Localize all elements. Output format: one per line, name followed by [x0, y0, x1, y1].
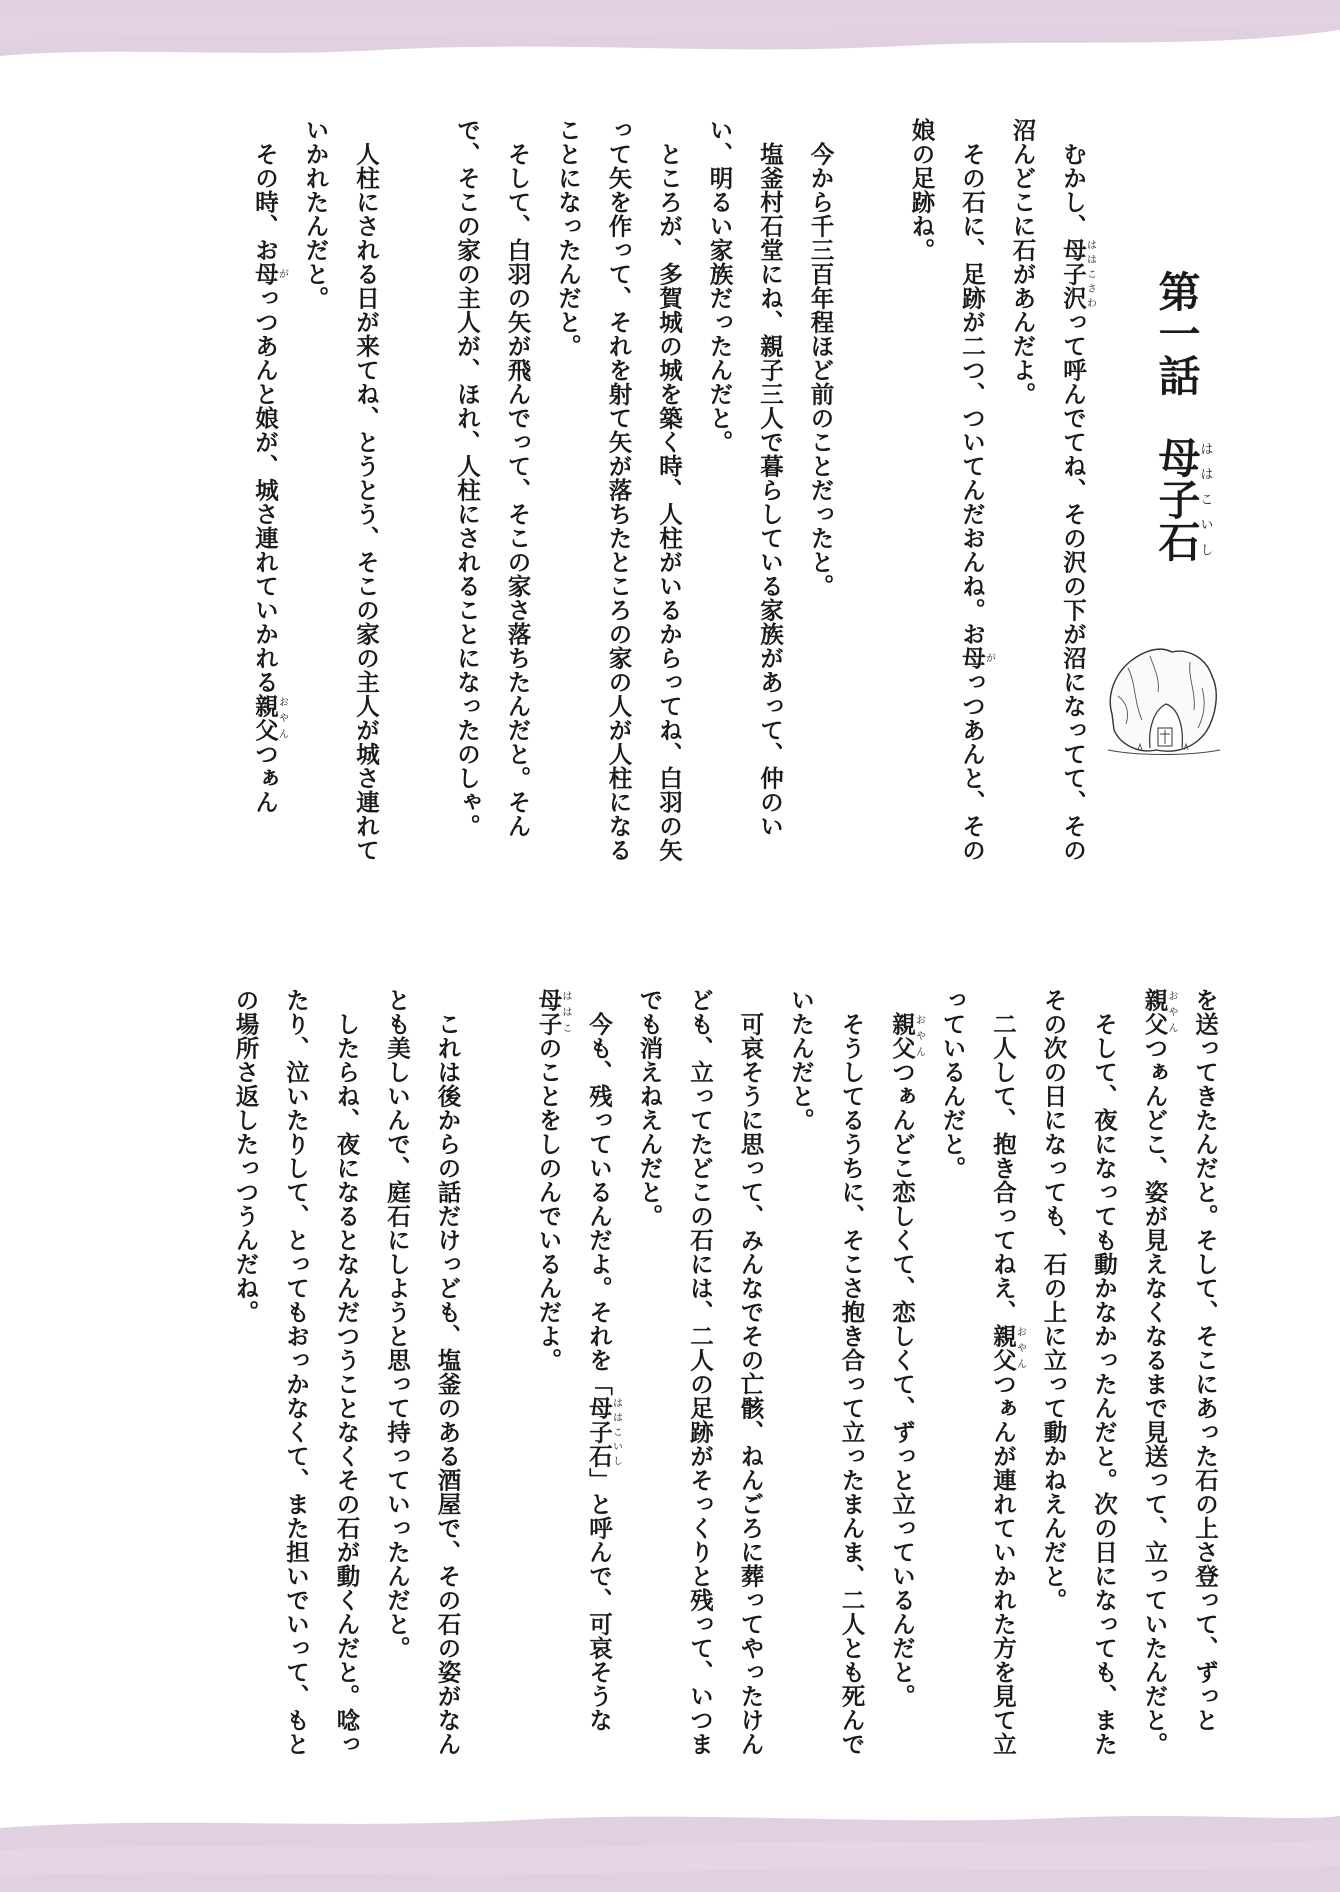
ruby-word: 親父おやん — [251, 693, 288, 742]
top-brush-stroke — [0, 0, 1340, 64]
paragraph: 塩釜村石堂にね、親子三人で暮らしている家族があって、仲のいい、明るい家族だったんだと。 — [705, 118, 784, 838]
paragraph: ところが、多賀城の城を築く時、人柱がいるからってね、白羽の矢って矢を作って、それを射て矢が落ちたところの家の人が人柱になることになったんだと。 — [554, 118, 683, 862]
ruby-word: 母が — [958, 645, 995, 670]
paragraph: これは後からの話だけっども、塩釜のある酒屋で、その石の姿がなんとも美しいんで、庭石にしようと思って持っていったんだと。 — [383, 988, 462, 1756]
ruby-word: 親父おやん — [1140, 988, 1177, 1036]
paragraph: したらね、夜になるとなんだつうことなくその石が動くんだと。唸ったり、泣いたりして、とってもおっかなくて、また担いでいって、もとの場所さ返したっつうんだね。 — [231, 988, 361, 1756]
chapter-name-ruby: ははこいし — [1197, 436, 1213, 562]
paragraph: そうしてるうちに、そこさ抱き合って立ったまんま、二人とも死んでいたんだと。 — [787, 988, 866, 1756]
story-text-lower — [120, 988, 1230, 1778]
ruby-word: 母子ははこ — [534, 988, 571, 1036]
ruby-word: 親父おやん — [989, 1323, 1026, 1372]
story-text-upper — [228, 118, 1098, 878]
ruby-word: 親父おやん — [888, 1011, 925, 1060]
paragraph: 今から千三百年程ほど前のことだったと。 — [806, 141, 835, 598]
bottom-brush-stroke — [0, 1802, 1340, 1892]
paragraph: むかし、母子沢ははこさわって呼んでてね、その沢の下が沼になってて、その沼んどこに石があんだよ。 — [1008, 118, 1096, 862]
chapter-name — [1152, 436, 1213, 562]
chapter-number: 第一話 — [1152, 270, 1202, 396]
ruby-word: 母子沢ははこさわ — [1059, 237, 1096, 310]
paragraph: を送ってきたんだと。そして、そこにあった石の上さ登って、ずっと親父おやんつぁんどこ、姿が見えなくなるまで見送って、立っていたんだと。 — [1140, 988, 1219, 1756]
paragraph: 今も、残っているんだよ。それを「母子石ははこいし」と呼んで、可哀そうな母子ははこのことをしのんでいるんだよ。 — [534, 988, 622, 1732]
paragraph: その時、お母がっつあんと娘が、城さ連れていかれる親父おやんつぁん — [251, 141, 288, 814]
paragraph: そして、夜になっても動かなかったんだと。次の日になっても、またその次の日になっても、石の上に立って動かねえんだと。 — [1039, 988, 1118, 1756]
chapter-name-base: 母子石 — [1152, 436, 1202, 562]
mother-child-stone-icon — [1098, 632, 1228, 762]
paragraph: 可哀そうに思って、みんなでその亡骸、ねんごろに葬ってやったけんども、立ってたどこの石には、二人の足跡がそっくりと残って、いつまでも消えねえんだと。 — [635, 988, 765, 1756]
paragraph: 親父おやんつぁんどこ恋しくて、恋しくて、ずっと立っているんだと。 — [888, 1011, 925, 1708]
paragraph: 二人して、抱き合ってねえ、親父おやんつぁんが連れていかれた方を見て立っているんだと。 — [938, 988, 1026, 1756]
paragraph: 人柱にされる日が来てね、とうとう、そこの家の主人が城さ連れていかれたんだと。 — [301, 118, 380, 862]
ruby-word: 母が — [251, 261, 288, 286]
paragraph: そして、白羽の矢が飛んでって、そこの家さ落ちたんだと。そんで、そこの家の主人が、ほれ、人柱にされることになったのしゃ。 — [453, 118, 532, 838]
ruby-word: 母子石ははこいし — [585, 1395, 622, 1468]
paragraph: その石に、足跡が二つ、ついてんだおんね。お母がっつあんと、その娘の足跡ね。 — [907, 118, 995, 862]
chapter-title — [1112, 270, 1212, 570]
